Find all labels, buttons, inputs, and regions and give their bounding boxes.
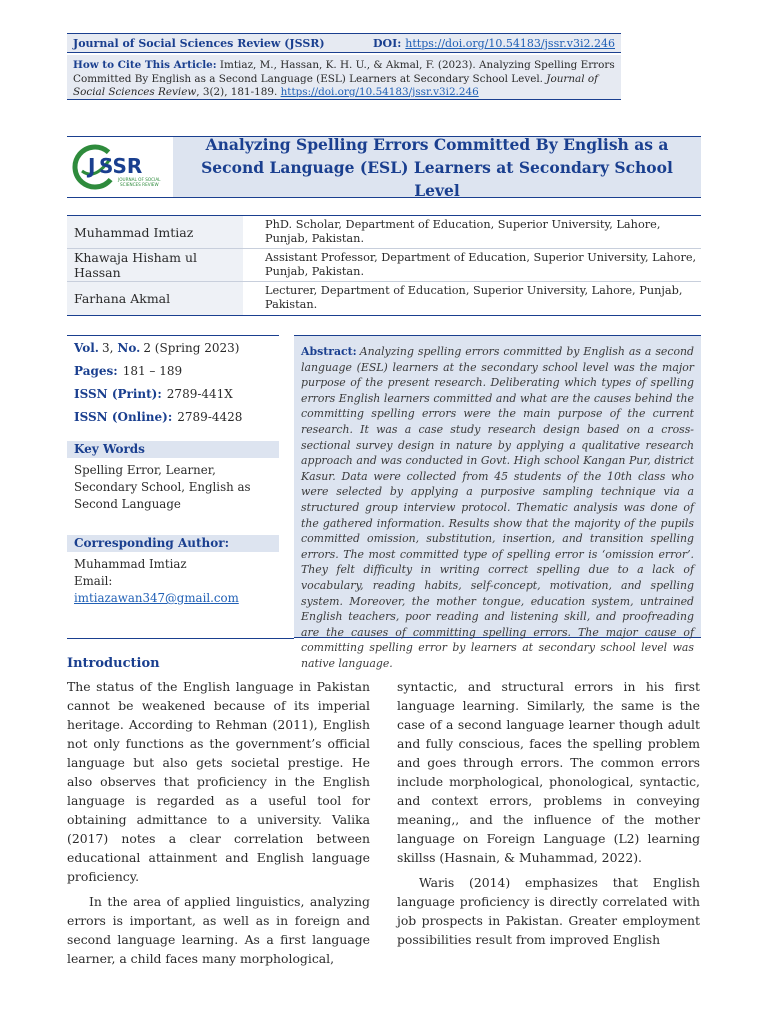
author-name: Farhana Akmal [67,282,243,315]
paragraph: syntactic, and structural errors in his first language learning. Similarly, the same is the case of a second language learner though adult and fully conscious, faces the spelling problem and goes through errors. The common errors include morphological, phonological, syntactic, and context errors, problems in conveying meaning,, and the influence of the mother language on Foreign Language (L2) learning skillss (Hasnain, & Muhammad, 2022). [397,679,700,865]
corresponding-name: Muhammad Imtiaz [74,557,187,571]
cite-link[interactable]: https://doi.org/10.54183/jssr.v3i2.246 [280,86,479,98]
vol-value: 3, [101,340,114,355]
info-bottom-rule [67,638,294,639]
jssr-logo [67,137,173,197]
author-name: Khawaja Hisham ul Hassan [67,249,243,281]
email-link[interactable]: imtiazawan347@gmail.com [74,591,239,605]
doi-label: DOI: [372,36,402,50]
journal-name: Journal of Social Sciences Review (JSSR) [73,36,325,50]
authors-table [67,215,701,316]
cite-text: Imtiaz, M., Hassan, K. H. U., & Akmal, F. (2023). Analyzing Spelling Errors Committed By English as a Second Language (ESL) Learners at Secondary School Level. [73,59,615,85]
author-name: Muhammad Imtiaz [67,216,243,248]
paragraph: In the area of applied linguistics, analyzing errors is important, as well as in foreign and second language learning. As a first language learner, a child faces many morphological, [67,894,370,966]
issn-print-value: 2789-441X [166,386,233,401]
issn-online-line [67,405,279,428]
author-affiliation: PhD. Scholar, Department of Education, Superior University, Lahore, Punjab, Pakistan. [265,218,661,245]
how-to-cite [67,55,621,100]
jssr-logo-icon [72,141,170,193]
paragraph: Waris (2014) emphasizes that English language proficiency is directly correlated with job prospects in Pakistan. Greater employment possibilities result from improved English [397,875,700,947]
svg-text:SSR: SSR [99,154,143,178]
doi-link[interactable]: https://doi.org/10.54183/jssr.v3i2.246 [405,36,615,50]
pages-label: Pages: [74,363,118,378]
keywords-heading: Key Words [67,441,279,458]
abstract-box [294,335,701,670]
title-banner [67,136,701,198]
author-row [67,249,701,282]
article-title: Analyzing Spelling Errors Committed By English as a Second Language (ESL) Learners at Secondary School Level [201,134,673,200]
volume-line [67,336,279,359]
no-label: No. [117,340,141,355]
svg-text:J: J [88,154,96,178]
author-affiliation: Lecturer, Department of Education, Superior University, Lahore, Punjab, Pakistan. [265,284,683,311]
cite-volume: , 3(2), 181-189. [196,86,278,98]
pages-value: 181 – 189 [122,363,183,378]
cite-label: How to Cite This Article: [73,59,217,71]
author-affiliation: Assistant Professor, Department of Education, Superior University, Lahore, Punjab, Pakistan. [265,251,697,278]
issn-print-line [67,382,279,405]
doi-line [373,37,615,50]
no-value: 2 (Spring 2023) [143,340,240,355]
svg-text:JOURNAL OF SOCIAL: JOURNAL OF SOCIAL [118,177,161,182]
body-column-left [67,677,370,974]
citation-header [67,33,621,100]
cite-journal: Journal of Social Sciences Review [73,72,598,98]
issn-online-value: 2789-4428 [177,409,243,424]
issn-online-label: ISSN (Online): [74,409,173,424]
email-label: Email: [74,574,113,588]
introduction-heading: Introduction [67,656,160,671]
keywords-text: Spelling Error, Learner, Secondary School, English as Second Language [74,463,251,511]
title-cell [173,134,701,200]
pages-line [67,359,279,382]
journal-bar [67,33,621,53]
abstract-label: Abstract: [301,345,357,358]
paragraph: The status of the English language in Pakistan cannot be weakened because of its imperial heritage. According to Rehman (2011), English not only functions as the government’s official language but also gets societal prestige. He also observes that proficiency in the English language is regarded as a useful tool for obtaining admittance to a university. Valika (2017) notes a clear correlation between educational attainment and English language proficiency. [67,679,370,884]
author-row [67,282,701,315]
author-row [67,216,701,249]
body-column-right [397,677,700,955]
issn-print-label: ISSN (Print): [74,386,162,401]
vol-label: Vol. [74,340,99,355]
corresponding-heading: Corresponding Author: [67,535,279,552]
corresponding-block [67,552,279,607]
abstract-text: Analyzing spelling errors committed by English as a second language (ESL) learners at the secondary school level was the major purpose of the present research. Deliberating which types of spelling errors English learners committed and what are the causes behind the committing spelling errors were the main purpose of the current research. It was a case study research design based on a cross-sectional survey design in nature by applying a qualitative research approach and was conducted in Govt. High school Kangan Pur, district Kasur. Data were collected from 45 students of the 10th class who were selected by applying a purposive sampling technique via a structured group interview protocol. Thematic analysis was done of the gathered information. Results show that the majority of the pupils committed omission, substitution, insertion, and transition spelling errors. The most committed type of spelling error is ‘omission error’. They felt difficulty in writing correct spelling due to a lack of vocabulary, reading habits, self-concept, motivation, and spelling system. Moreover, the mother tongue, education system, untrained English teachers, poor reading and listening skill, and proofreading are the causes of committing spelling errors. The major cause of committing spelling error by learners at secondary school level was native language. [301,345,694,670]
svg-text:SCIENCES REVIEW: SCIENCES REVIEW [120,182,159,187]
article-info [67,335,279,607]
email-line [74,573,272,607]
